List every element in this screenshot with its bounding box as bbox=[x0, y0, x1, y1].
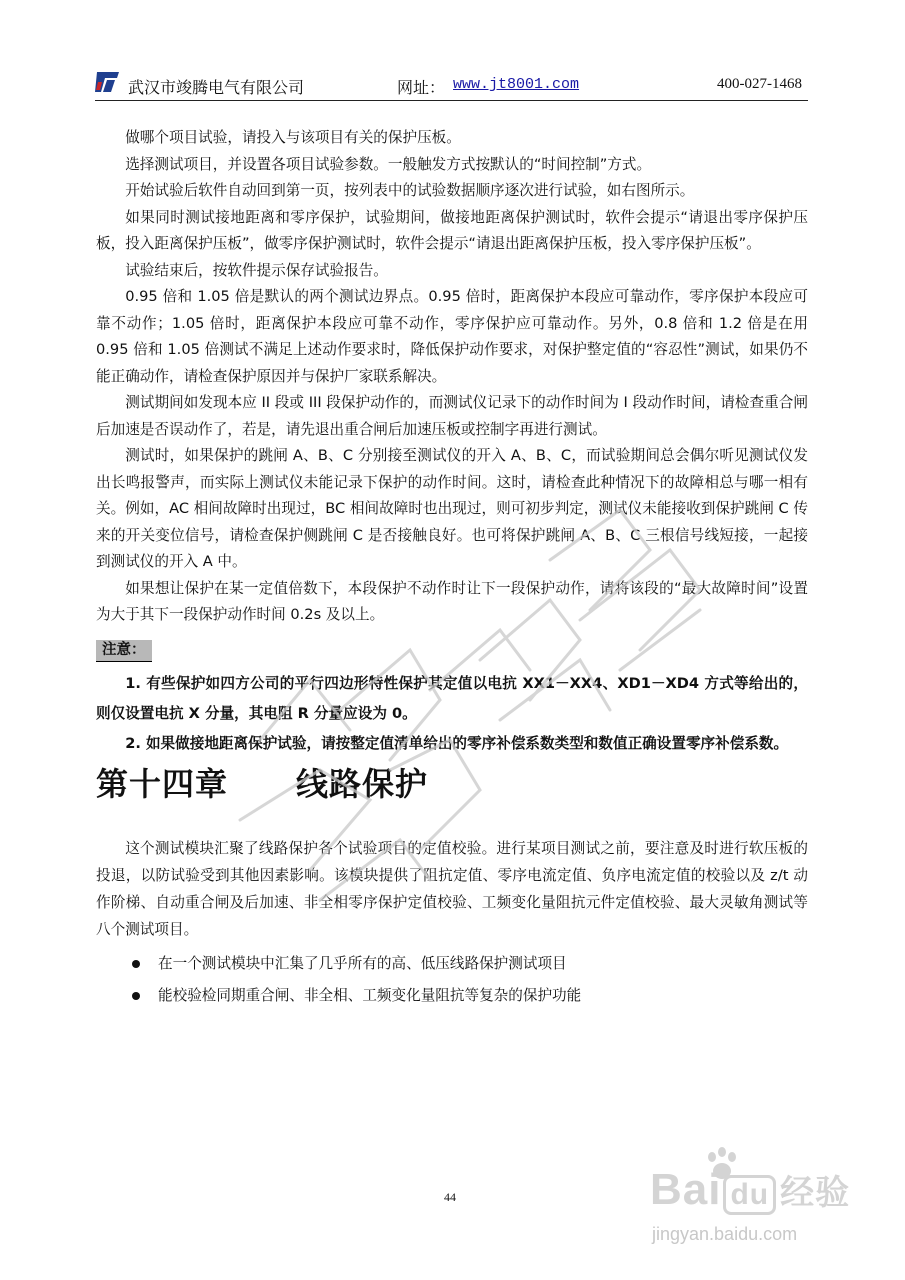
note-label: 注意： bbox=[96, 640, 152, 662]
company-name: 武汉市竣腾电气有限公司 bbox=[128, 78, 305, 97]
site-link[interactable]: www.jt8001.com bbox=[453, 76, 580, 93]
chapter-number: 第十四章 bbox=[96, 765, 229, 803]
paragraph: 试验结束后，按软件提示保存试验报告。 bbox=[125, 261, 388, 279]
paragraph: 选择测试项目，并设置各项目试验参数。一般触发方式按默认的“时间控制”方式。 bbox=[125, 155, 652, 173]
chapter-intro-paragraph: 这个测试模块汇聚了线路保护各个试验项目的定值校验。进行某项目测试之前，要注意及时进行软压板的投退，以防试验受到其他因素影响。该模块提供了阻抗定值、零序电流定值、负序电流定值的校验以及 z/t 动作阶梯、自动重合闸及后加速、非全相零序保护定值校验、工频变化量阻抗元件定值校验、最大灵敏角测试等八个测试项目。 bbox=[96, 840, 808, 938]
watermark-du-badge: du bbox=[723, 1175, 776, 1215]
page-content bbox=[96, 125, 808, 1012]
watermark-brand bbox=[650, 1165, 850, 1215]
list-item bbox=[96, 948, 808, 980]
header-divider bbox=[95, 100, 808, 101]
watermark-url: jingyan.baidu.com bbox=[652, 1224, 798, 1244]
paragraph: 测试期间如发现本应 II 段或 III 段保护动作的，而测试仪记录下的动作时间为 I 段动作时间，请检查重合闸后加速是否误动作了，若是，请先退出重合闸后加速压板或控制字再进行测试。 bbox=[96, 394, 808, 438]
list-item-text: 在一个测试模块中汇集了几乎所有的高、低压线路保护测试项目 bbox=[158, 955, 567, 972]
chapter-heading bbox=[96, 761, 808, 807]
watermark-brand-cn: 经验 bbox=[780, 1174, 851, 1212]
page-header bbox=[95, 66, 808, 102]
site-label: 网址： bbox=[397, 78, 446, 97]
phone-number: 400-027-1468 bbox=[717, 76, 802, 92]
list-item-text: 能校验检同期重合闸、非全相、工频变化量阻抗等复杂的保护功能 bbox=[158, 987, 582, 1004]
note-item: 2. 如果做接地距离保护试验，请按整定值清单给出的零序补偿系数类型和数值正确设置零序补偿系数。 bbox=[125, 735, 789, 752]
baidu-watermark bbox=[640, 1140, 890, 1260]
bullet-icon bbox=[132, 992, 140, 1000]
paragraph: 0.95 倍和 1.05 倍是默认的两个测试边界点。0.95 倍时，距离保护本段应可靠动作，零序保护本段应可靠不动作；1.05 倍时，距离保护本段应可靠不动作，零序保护应可靠动作。另外，0.8 倍和 1.2 倍是在用 0.95 倍和 1.05 倍测试不满足上述动作要求时，降低保护动作要求，对保护整定值的“容忍性”测试，如果仍不能正确动作，请检查保护原因并与保护厂家联系解决。 bbox=[96, 288, 808, 385]
feature-list bbox=[96, 948, 808, 1012]
list-item bbox=[96, 980, 808, 1012]
paragraph: 开始试验后软件自动回到第一页，按列表中的试验数据顺序逐次进行试验，如右图所示。 bbox=[125, 182, 695, 199]
watermark-brand-text: Bai bbox=[650, 1165, 722, 1214]
page-number: 44 bbox=[444, 1190, 456, 1204]
paragraph: 如果想让保护在某一定值倍数下，本段保护不动作时让下一段保护动作，请将该段的“最大故障时间”设置为大于其下一段保护动作时间 0.2s 及以上。 bbox=[96, 579, 808, 623]
note-heading bbox=[96, 637, 808, 664]
paragraph: 测试时，如果保护的跳闸 A、B、C 分别接至测试仪的开入 A、B、C，而试验期间总会偶尔听见测试仪发出长鸣报警声，而实际上测试仪未能记录下保护的动作时间。这时，请检查此种情况下的故障相总与哪一相有关。例如，AC 相间故障时出现过，BC 相间故障时也出现过，则可初步判定，测试仪未能接收到保护跳闸 C 传来的开关变位信号，请检查保护侧跳闸 C 是否接触良好。也可将保护跳闸 A、B、C 三根信号线短接，一起接到测试仪的开入 A 中。 bbox=[96, 447, 808, 570]
paragraph: 做哪个项目试验，请投入与该项目有关的保护压板。 bbox=[125, 129, 461, 146]
bullet-icon bbox=[132, 960, 140, 968]
company-logo-icon bbox=[95, 68, 121, 94]
paragraph: 如果同时测试接地距离和零序保护，试验期间，做接地距离保护测试时，软件会提示“请退出零序保护压板，投入距离保护压板”，做零序保护测试时，软件会提示“请退出距离保护压板，投入零序保护压板”。 bbox=[96, 208, 808, 252]
chapter-title: 线路保护 bbox=[296, 765, 429, 803]
note-item: 1. 有些保护如四方公司的平行四边形特性保护其定值以电抗 XX1－XX4、XD1－XD4 方式等给出的，则仅设置电抗 X 分量，其电阻 R 分量应设为 0。 bbox=[96, 675, 808, 722]
